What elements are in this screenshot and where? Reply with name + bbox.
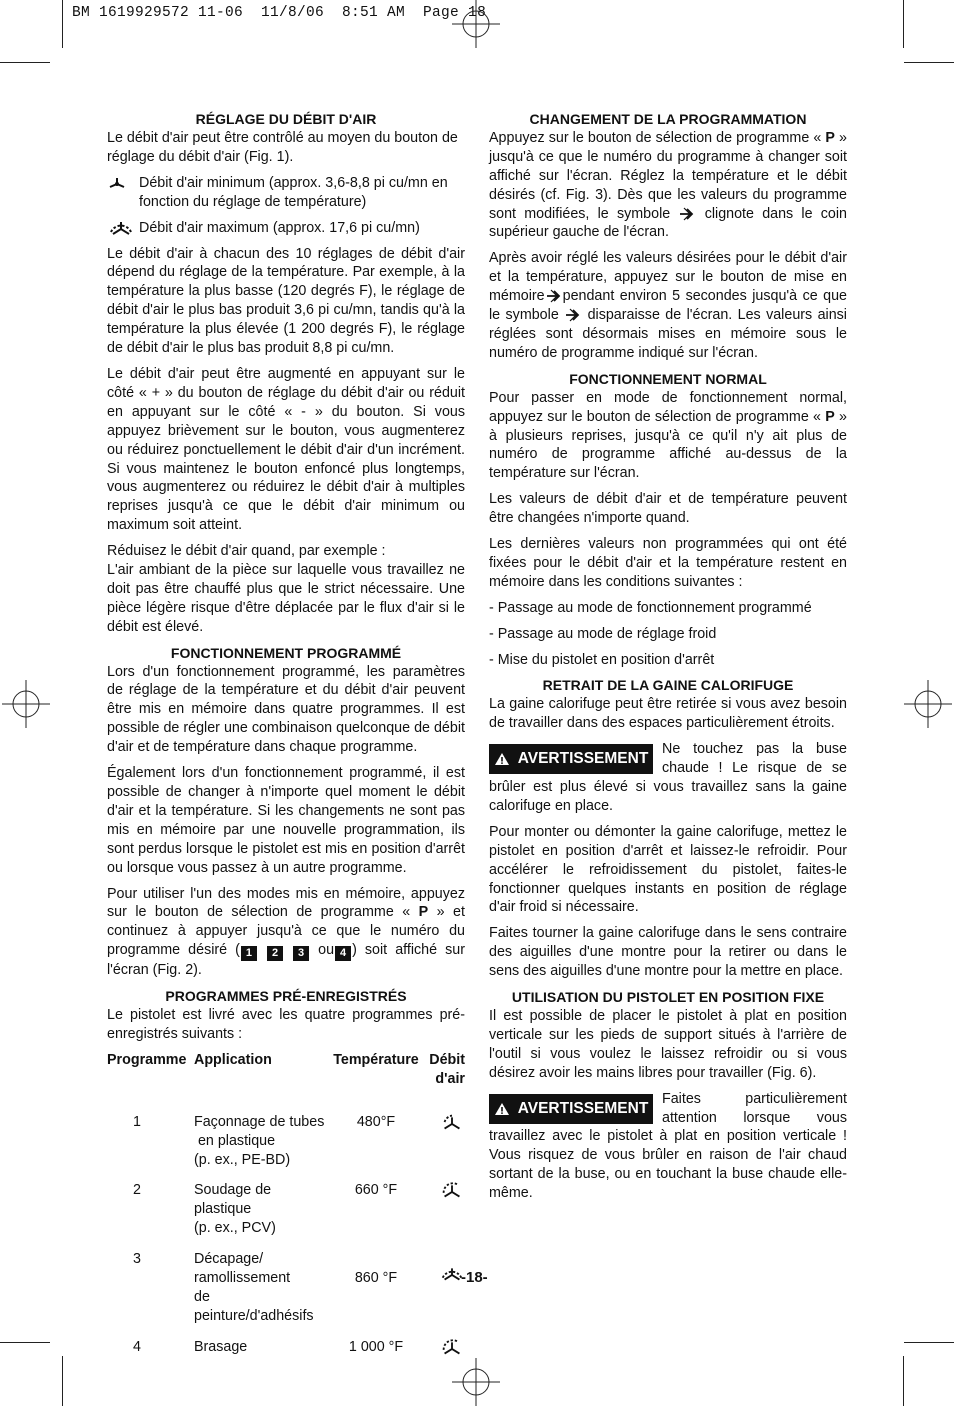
airflow-para-3-body: L'air ambiant de la pièce sur laquelle vous travaillez ne doit pas être chauffé plus que le strict nécessaire. Une pièce légère risque d'être déplacée par le flux d'air si le débit est élevé. — [107, 562, 465, 635]
program-key-p: P — [418, 904, 429, 921]
registration-mark-icon — [452, 1358, 500, 1406]
airflow-max-text: Débit d'air maximum (approx. 17,6 pi cu/mn) — [139, 219, 420, 236]
registration-mark-icon — [904, 680, 952, 728]
crop-mark — [0, 1342, 50, 1343]
programmed-para-1: Lors d'un fonctionnement programmé, les paramètres de réglage de la température et du débit d'air peuvent être mis en mémoire dans quatre programmes. Il est possible de régler une combinaison quelconque de débit d'air et de température dans chaque programme. — [107, 663, 465, 756]
sleeve-para-1: La gaine calorifuge peut être retirée si vous avez besoin de travailler dans des espaces particulièrement étroits. — [489, 696, 847, 732]
section-title-normal: FONCTIONNEMENT NORMAL — [569, 370, 767, 387]
memory-arrow-icon — [678, 206, 696, 222]
airflow-intro: Le débit d'air peut être contrôlé au moyen du bouton de réglage du débit d'air (Fig. 1). — [107, 129, 458, 165]
table-row: 3 Décapage/ ramollissement de peinture/d'adhésifs 860 °F — [107, 1250, 465, 1326]
normal-para-2: Les valeurs de débit d'air et de température peuvent être changées n'importe quand. — [489, 491, 847, 527]
warning-triangle-icon — [494, 1102, 510, 1116]
memory-arrow-icon — [545, 288, 563, 304]
section-title-airflow: RÉGLAGE DU DÉBIT D'AIR — [195, 111, 377, 127]
page-number: -18- — [461, 1269, 488, 1286]
section-title-fixed: UTILISATION DU PISTOLET EN POSITION FIXE — [511, 989, 825, 1006]
warning-text-2: Faites particulièrement attention lorsque vous travaillez avec le pistolet à plat en position verticale ! Vous risquez de vous brûler en raison de l'air chaud sortant de la buse, ou en touchant la buse chaude elle-même. — [489, 1090, 847, 1202]
warning-text-1: Ne touchez pas la buse chaude ! Le risque de se brûler est plus élevé si vous travaillez sans la gaine calorifuge en place. — [489, 741, 847, 814]
airflow-para-3-lead: Réduisez le débit d'air quand, par exemple : — [107, 543, 386, 560]
program-number-badge: 4 — [335, 946, 351, 961]
fixed-para-1: Il est possible de placer le pistolet à plat en position verticale sur les pieds de support situés à l'arrière de l'outil si vous voulez le laissez refroidir ou si vous désirez avoir les mains libres pour travailler (Fig. 6). — [489, 1007, 847, 1081]
list-item: - Passage au mode de réglage froid — [489, 625, 717, 642]
change-para-2: Après avoir réglé les valeurs désirées pour le débit d'air et la température, appuyez sur le bouton de mise en mémoire pendant environ 5 secondes jusqu'à ce que le symbole disparaisse de l'écran. Les valeurs ainsi réglées sont désormais mises en mémoire sous le numéro de programme indiqué sur l'écran. — [489, 250, 847, 361]
section-title-change-programming: CHANGEMENT DE LA PROGRAMMATION — [529, 111, 807, 127]
airflow-para-3 — [107, 542, 465, 637]
list-item: - Passage au mode de fonctionnement programmé — [489, 599, 812, 616]
sleeve-para-3: Faites tourner la gaine calorifuge dans le sens contraire des aiguilles d'une montre pour la retirer ou dans le sens des aiguilles d'une montre pour la mettre en place. — [489, 925, 847, 980]
fan-level-2-icon — [439, 1338, 465, 1358]
header-programme: Programme — [107, 1051, 187, 1068]
airflow-min-text: Débit d'air minimum (approx. 3,6-8,8 pi cu/mn en fonction du réglage de température) — [139, 174, 448, 210]
airflow-para-1: Le débit d'air à chacun des 10 réglages de débit d'air dépend du réglage de la température. Par exemple, à la température la plus basse (120 degrés F), le réglage de débit d'air le plus bas produit 3,6 pi cu/mn, tandis qu'à la température la plus élevée (1 200 degrés F), le réglage de débit d'air le plus bas produit 8,8 pi cu/mn. — [107, 245, 465, 357]
sleeve-para-2: Pour monter ou démonter la gaine calorifuge, mettez le pistolet en position d'arrêt et laissez-le refroidir. Pour accélérer le refroidissement du pistolet, faites-le fonctionner quelques instants en position de réglage d'air froid si nécessaire. — [489, 823, 847, 916]
presets-table — [107, 1051, 465, 1364]
programmed-para-2: Également lors d'un fonctionnement programmé, il est possible de changer à n'importe quel moment le débit d'air et la température. Si les changements ne sont pas mis en mémoire par une nouvelle programmation, ils sont perdus lorsque le pistolet est mis en position d'arrêt ou lorsque vous passez à un autre programme. — [107, 765, 465, 876]
program-number-badge: 1 — [241, 946, 257, 961]
change-para-1: Appuyez sur le bouton de sélection de programme « P » jusqu'à ce que le numéro du programme à changer soit affiché sur l'écran. Réglez la température et le débit désirés (cf. Fig. 3). Dès que les valeurs du programme sont modifiées, le symbole clignote dans le coin supérieur gauche de l'écran. — [489, 129, 847, 241]
section-title-sleeve: RETRAIT DE LA GAINE CALORIFUGE — [542, 677, 794, 694]
crop-mark — [62, 1356, 63, 1406]
table-row: 2 Soudage de plastique (p. ex., PCV) 660 °F — [107, 1181, 465, 1238]
normal-para-1: Pour passer en mode de fonctionnement normal, appuyez sur le bouton de sélection de programme « P » à plusieurs reprises, jusqu'à ce qu'il n'y ait plus de numéro de programme affiché au-dessus de la température sur l'écran. — [489, 389, 847, 482]
crop-mark — [62, 0, 63, 48]
airflow-min-row — [107, 174, 465, 212]
section-title-programmed: FONCTIONNEMENT PROGRAMMÉ — [170, 644, 402, 661]
fan-level-1-icon — [439, 1113, 465, 1133]
crop-mark — [904, 62, 954, 63]
crop-mark — [0, 62, 50, 63]
crop-mark — [904, 1342, 954, 1343]
warning-block-1 — [489, 740, 847, 816]
header-temperature: Température — [333, 1051, 419, 1068]
warning-triangle-icon — [494, 752, 510, 766]
warning-block-2 — [489, 1090, 847, 1203]
right-column — [489, 110, 847, 1210]
warning-badge: AVERTISSEMENT — [489, 744, 653, 774]
crop-mark — [903, 1356, 904, 1406]
fan-level-2-icon — [439, 1181, 465, 1201]
section-title-presets: PROGRAMMES PRÉ-ENREGISTRÉS — [165, 988, 407, 1005]
registration-mark-icon — [452, 0, 500, 48]
table-header-row — [107, 1051, 465, 1089]
print-slug: BM 1619929572 11-06 11/8/06 8:51 AM Page 18 — [72, 5, 487, 21]
left-column — [107, 110, 465, 1364]
normal-para-3: Les dernières valeurs non programmées qui ont été fixées pour le débit d'air et la température restent en mémoire dans les conditions suivantes : — [489, 536, 847, 590]
program-number-badge: 3 — [293, 946, 309, 961]
presets-intro: Le pistolet est livré avec les quatre programmes pré-enregistrés suivants : — [107, 1007, 465, 1042]
program-key-p: P — [825, 408, 835, 425]
memory-arrow-icon — [564, 307, 582, 323]
list-item: - Mise du pistolet en position d'arrêt — [489, 651, 715, 668]
warning-badge: AVERTISSEMENT — [489, 1094, 653, 1124]
header-debit: Débit d'air — [429, 1051, 465, 1087]
table-row: 4 Brasage 1 000 °F — [107, 1338, 465, 1364]
airflow-max-row — [107, 219, 465, 238]
fan-min-icon — [107, 174, 139, 193]
fan-max-icon — [107, 219, 139, 238]
table-row: 1 Façonnage de tubes en plastique (p. ex., PE-BD) 480°F — [107, 1113, 465, 1170]
program-number-badge: 2 — [267, 946, 283, 961]
programmed-para-3: Pour utiliser l'un des modes mis en mémoire, appuyez sur le bouton de sélection de programme « P » et continuez à appuyer jusqu'à ce que le numéro du programme désiré ( 1 2 3 ou 4 ) soit affiché sur l'écran (Fig. 2). — [107, 885, 466, 979]
crop-mark — [903, 0, 904, 48]
airflow-para-2: Le débit d'air peut être augmenté en appuyant sur le côté « + » du bouton de réglage du débit d'air ou réduit en appuyant sur le côté « - » du bouton. Si vous appuyez brièvement sur le bouton, vous augmenterez ou réduirez ponctuellement le débit d'air d'un incrément. Si vous maintenez le bouton enfoncé plus longtemps, vous augmenterez ou réduirez le débit d'air à multiples reprises jusqu'à ce que le débit d'air minimum ou maximum soit atteint. — [107, 365, 465, 534]
program-key-p: P — [825, 129, 835, 146]
header-application: Application — [194, 1051, 272, 1068]
registration-mark-icon — [2, 680, 50, 728]
